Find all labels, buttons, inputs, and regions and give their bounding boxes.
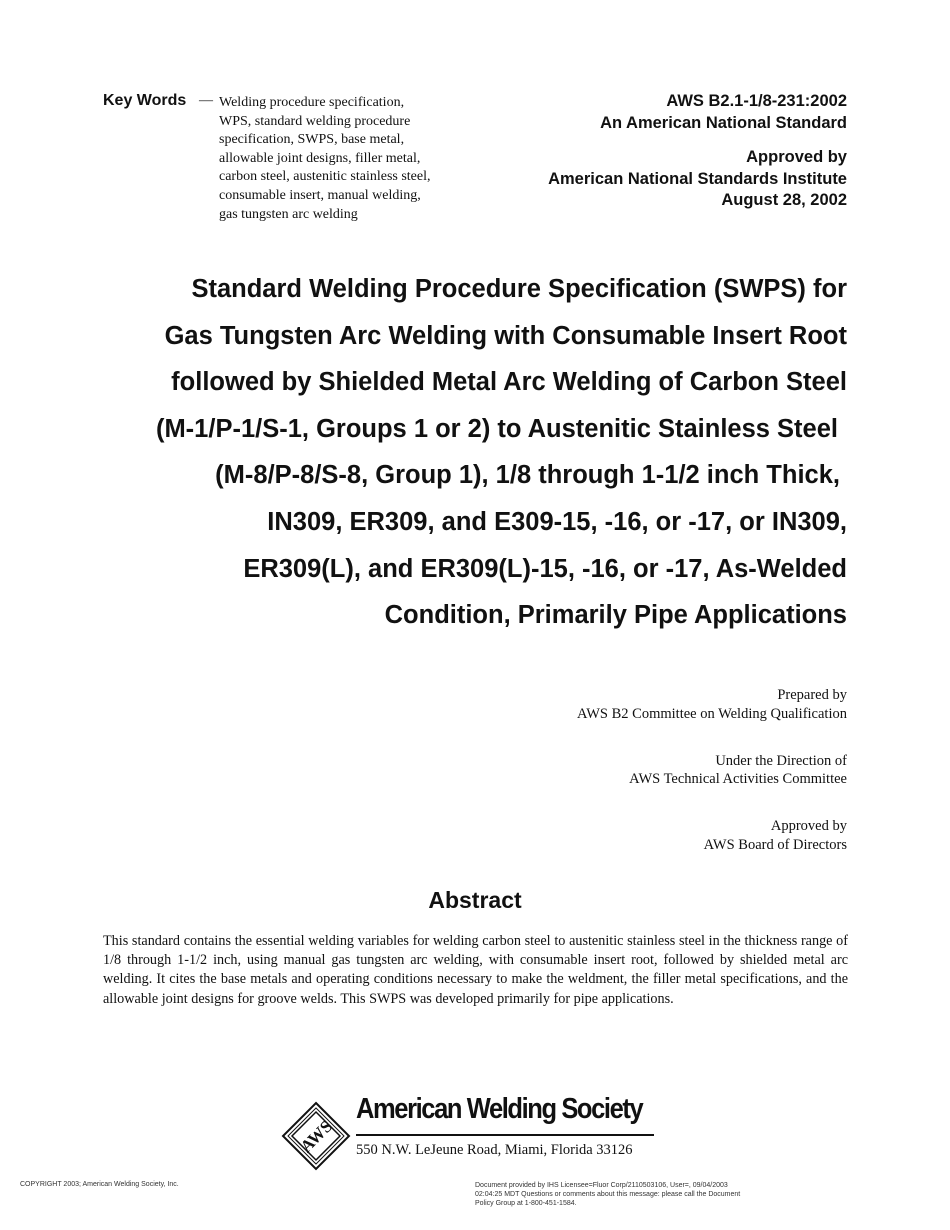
standard-designation: AWS B2.1-1/8-231:2002 xyxy=(666,92,847,110)
footer-notice xyxy=(475,1181,795,1209)
prepared-by-label: Prepared by xyxy=(777,687,847,703)
title-line: (M-8/P-8/S-8, Group 1), 1/8 through 1-1/2 inch Thick, xyxy=(215,461,840,490)
board-approved-label: Approved by xyxy=(770,818,847,835)
title-line: IN309, ER309, and E309-15, -16, or -17, or IN309, xyxy=(267,507,847,536)
aws-logo-icon xyxy=(281,1101,351,1171)
footer-notice-line: 02:04:25 MDT Questions or comments about this message: please call the Document xyxy=(475,1191,741,1199)
prepared-by-value: AWS B2 Committee on Welding Qualification xyxy=(576,705,847,722)
footer-notice-line: Document provided by IHS Licensee=Fluor Corp/2110503106, User=, 09/04/2003 xyxy=(475,1182,728,1189)
preparation-credits xyxy=(427,686,847,883)
publisher-address: 550 N.W. LeJeune Road, Miami, Florida 33126 xyxy=(356,1142,633,1158)
keywords-line: consumable insert, manual welding, xyxy=(219,187,421,203)
footer-copyright: COPYRIGHT 2003; American Welding Society, Inc. xyxy=(20,1181,179,1188)
keywords-list xyxy=(219,94,464,224)
title-line: ER309(L), and ER309(L)-15, -16, or -17, As-Welded xyxy=(243,554,847,583)
keywords-line: gas tungsten arc welding xyxy=(219,206,358,222)
document-title xyxy=(87,266,847,639)
keywords-line: Welding procedure specification, xyxy=(219,95,405,110)
publisher-name: American Welding Society xyxy=(356,1093,643,1125)
footer-notice-line: Policy Group at 1-800-451-1584. xyxy=(475,1200,577,1208)
title-line: Gas Tungsten Arc Welding with Consumable Insert Root xyxy=(164,321,847,350)
logo-divider xyxy=(356,1134,654,1136)
approving-institute: American National Standards Institute xyxy=(548,169,847,188)
standard-header xyxy=(467,91,847,212)
direction-label: Under the Direction of xyxy=(715,752,847,769)
approved-by-label: Approved by xyxy=(746,148,847,166)
board-approved-value: AWS Board of Directors xyxy=(703,836,847,853)
keywords-label: Key Words xyxy=(103,92,187,109)
title-line: followed by Shielded Metal Arc Welding of Carbon Steel xyxy=(171,368,847,397)
keywords-line: specification, SWPS, base metal, xyxy=(219,132,405,148)
title-line: (M-1/P-1/S-1, Groups 1 or 2) to Austenitic Stainless Steel xyxy=(155,414,838,443)
abstract-body: This standard contains the essential welding variables for welding carbon steel to austenitic stainless steel in the thickness range of 1/8 through 1-1/2 inch, using manual gas tungsten arc welding, with consumable insert root, followed by shielded metal arc welding. It cites the base metals and operating conditions necessary to make the weldment, the filler metal specifications, and the allowable joint designs for groove welds. This SWPS was developed primarily for pipe applications. xyxy=(103,933,848,1007)
direction-value: AWS Technical Activities Committee xyxy=(629,771,847,788)
aws-logo-text: AWS xyxy=(296,1116,337,1157)
abstract-heading: Abstract xyxy=(428,887,522,913)
margin-watermark xyxy=(878,312,888,444)
approval-date: August 28, 2002 xyxy=(721,191,847,209)
title-line: Condition, Primarily Pipe Applications xyxy=(384,601,847,630)
standard-type: An American National Standard xyxy=(600,113,847,132)
keywords-line: allowable joint designs, filler metal, xyxy=(219,150,421,166)
keywords-line: WPS, standard welding procedure xyxy=(219,113,411,129)
title-line: Standard Welding Procedure Specification (SWPS) for xyxy=(191,275,847,303)
keywords-line: carbon steel, austenitic stainless steel, xyxy=(219,169,431,185)
keywords-dash: — xyxy=(199,93,213,108)
